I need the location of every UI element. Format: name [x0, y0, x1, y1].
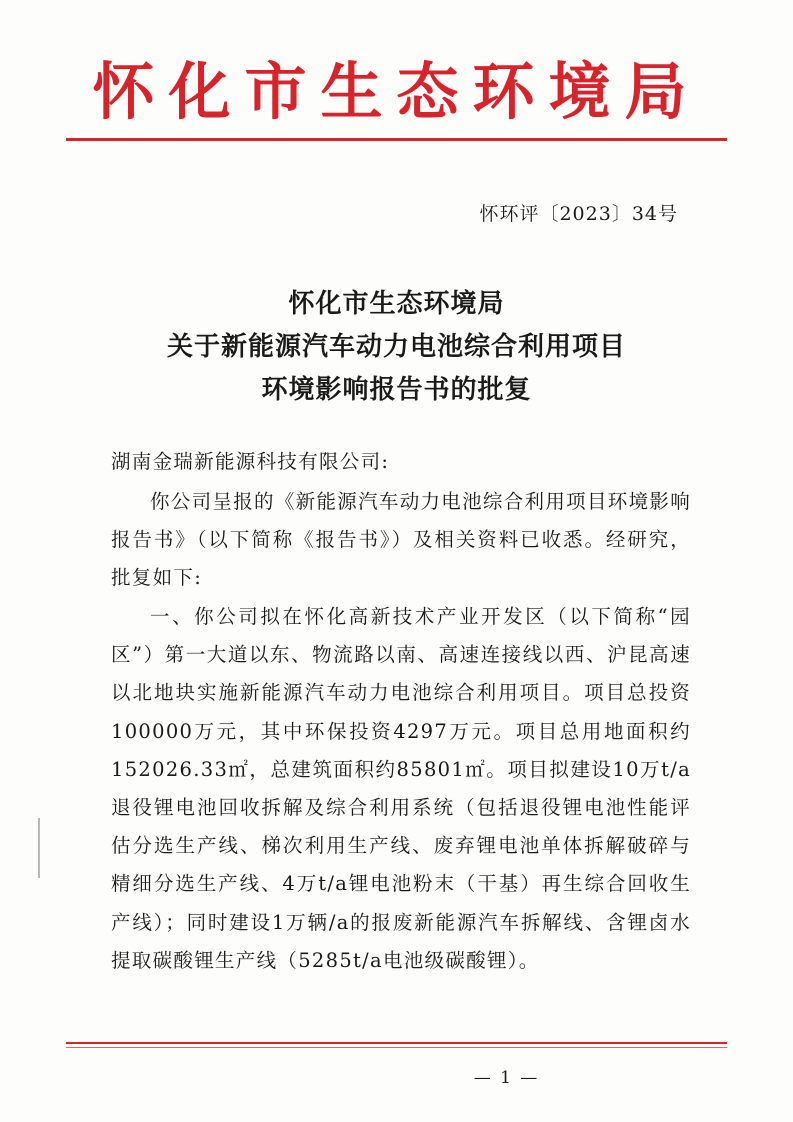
letterhead-title: 怀化市生态环境局: [92, 55, 701, 128]
scan-artifact: [38, 818, 40, 878]
footer-divider-thin: [66, 1047, 727, 1048]
page-number: — 1 —: [473, 1068, 540, 1088]
document-number: 怀环评〔2023〕34号: [479, 203, 678, 225]
body-paragraph-2: [111, 598, 691, 980]
document-title-line-3: 环境影响报告书的批复: [261, 375, 532, 405]
paragraph-text: 一、你公司拟在怀化高新技术产业开发区（以下简称“园区”）第一大道以东、物流路以南、高速连接线以西、沪昆高速以北地块实施新能源汽车动力电池综合利用项目。项目总投资100000万元，其中环保投资4297万元。项目总用地面积约152026.33㎡，总建筑面积约85801㎡。项目拟建设10万t/a退役锂电池回收拆解及综合利用系统（包括退役锂电池性能评估分选生产线、梯次利用生产线、废弃锂电池单体拆解破碎与精细分选生产线、4万t/a锂电池粉末（干基）再生综合回收生产线）；同时建设1万辆/a的报废新能源汽车拆解线、含锂卤水提取碳酸锂生产线（5285t/a电池级碳酸锂）。: [111, 605, 691, 972]
paragraph-text: 你公司呈报的《新能源汽车动力电池综合利用项目环境影响报告书》（以下简称《报告书》）及相关资料已收悉。经研究，批复如下:: [111, 490, 691, 590]
salutation: 湖南金瑞新能源科技有限公司:: [111, 450, 390, 473]
document-title-line-2: 关于新能源汽车动力电池综合利用项目: [166, 332, 626, 362]
letterhead-divider: [66, 138, 727, 141]
document-title-line-1: 怀化市生态环境局: [288, 289, 505, 319]
footer-divider: [66, 1042, 727, 1044]
body-paragraph-1: [111, 483, 691, 598]
